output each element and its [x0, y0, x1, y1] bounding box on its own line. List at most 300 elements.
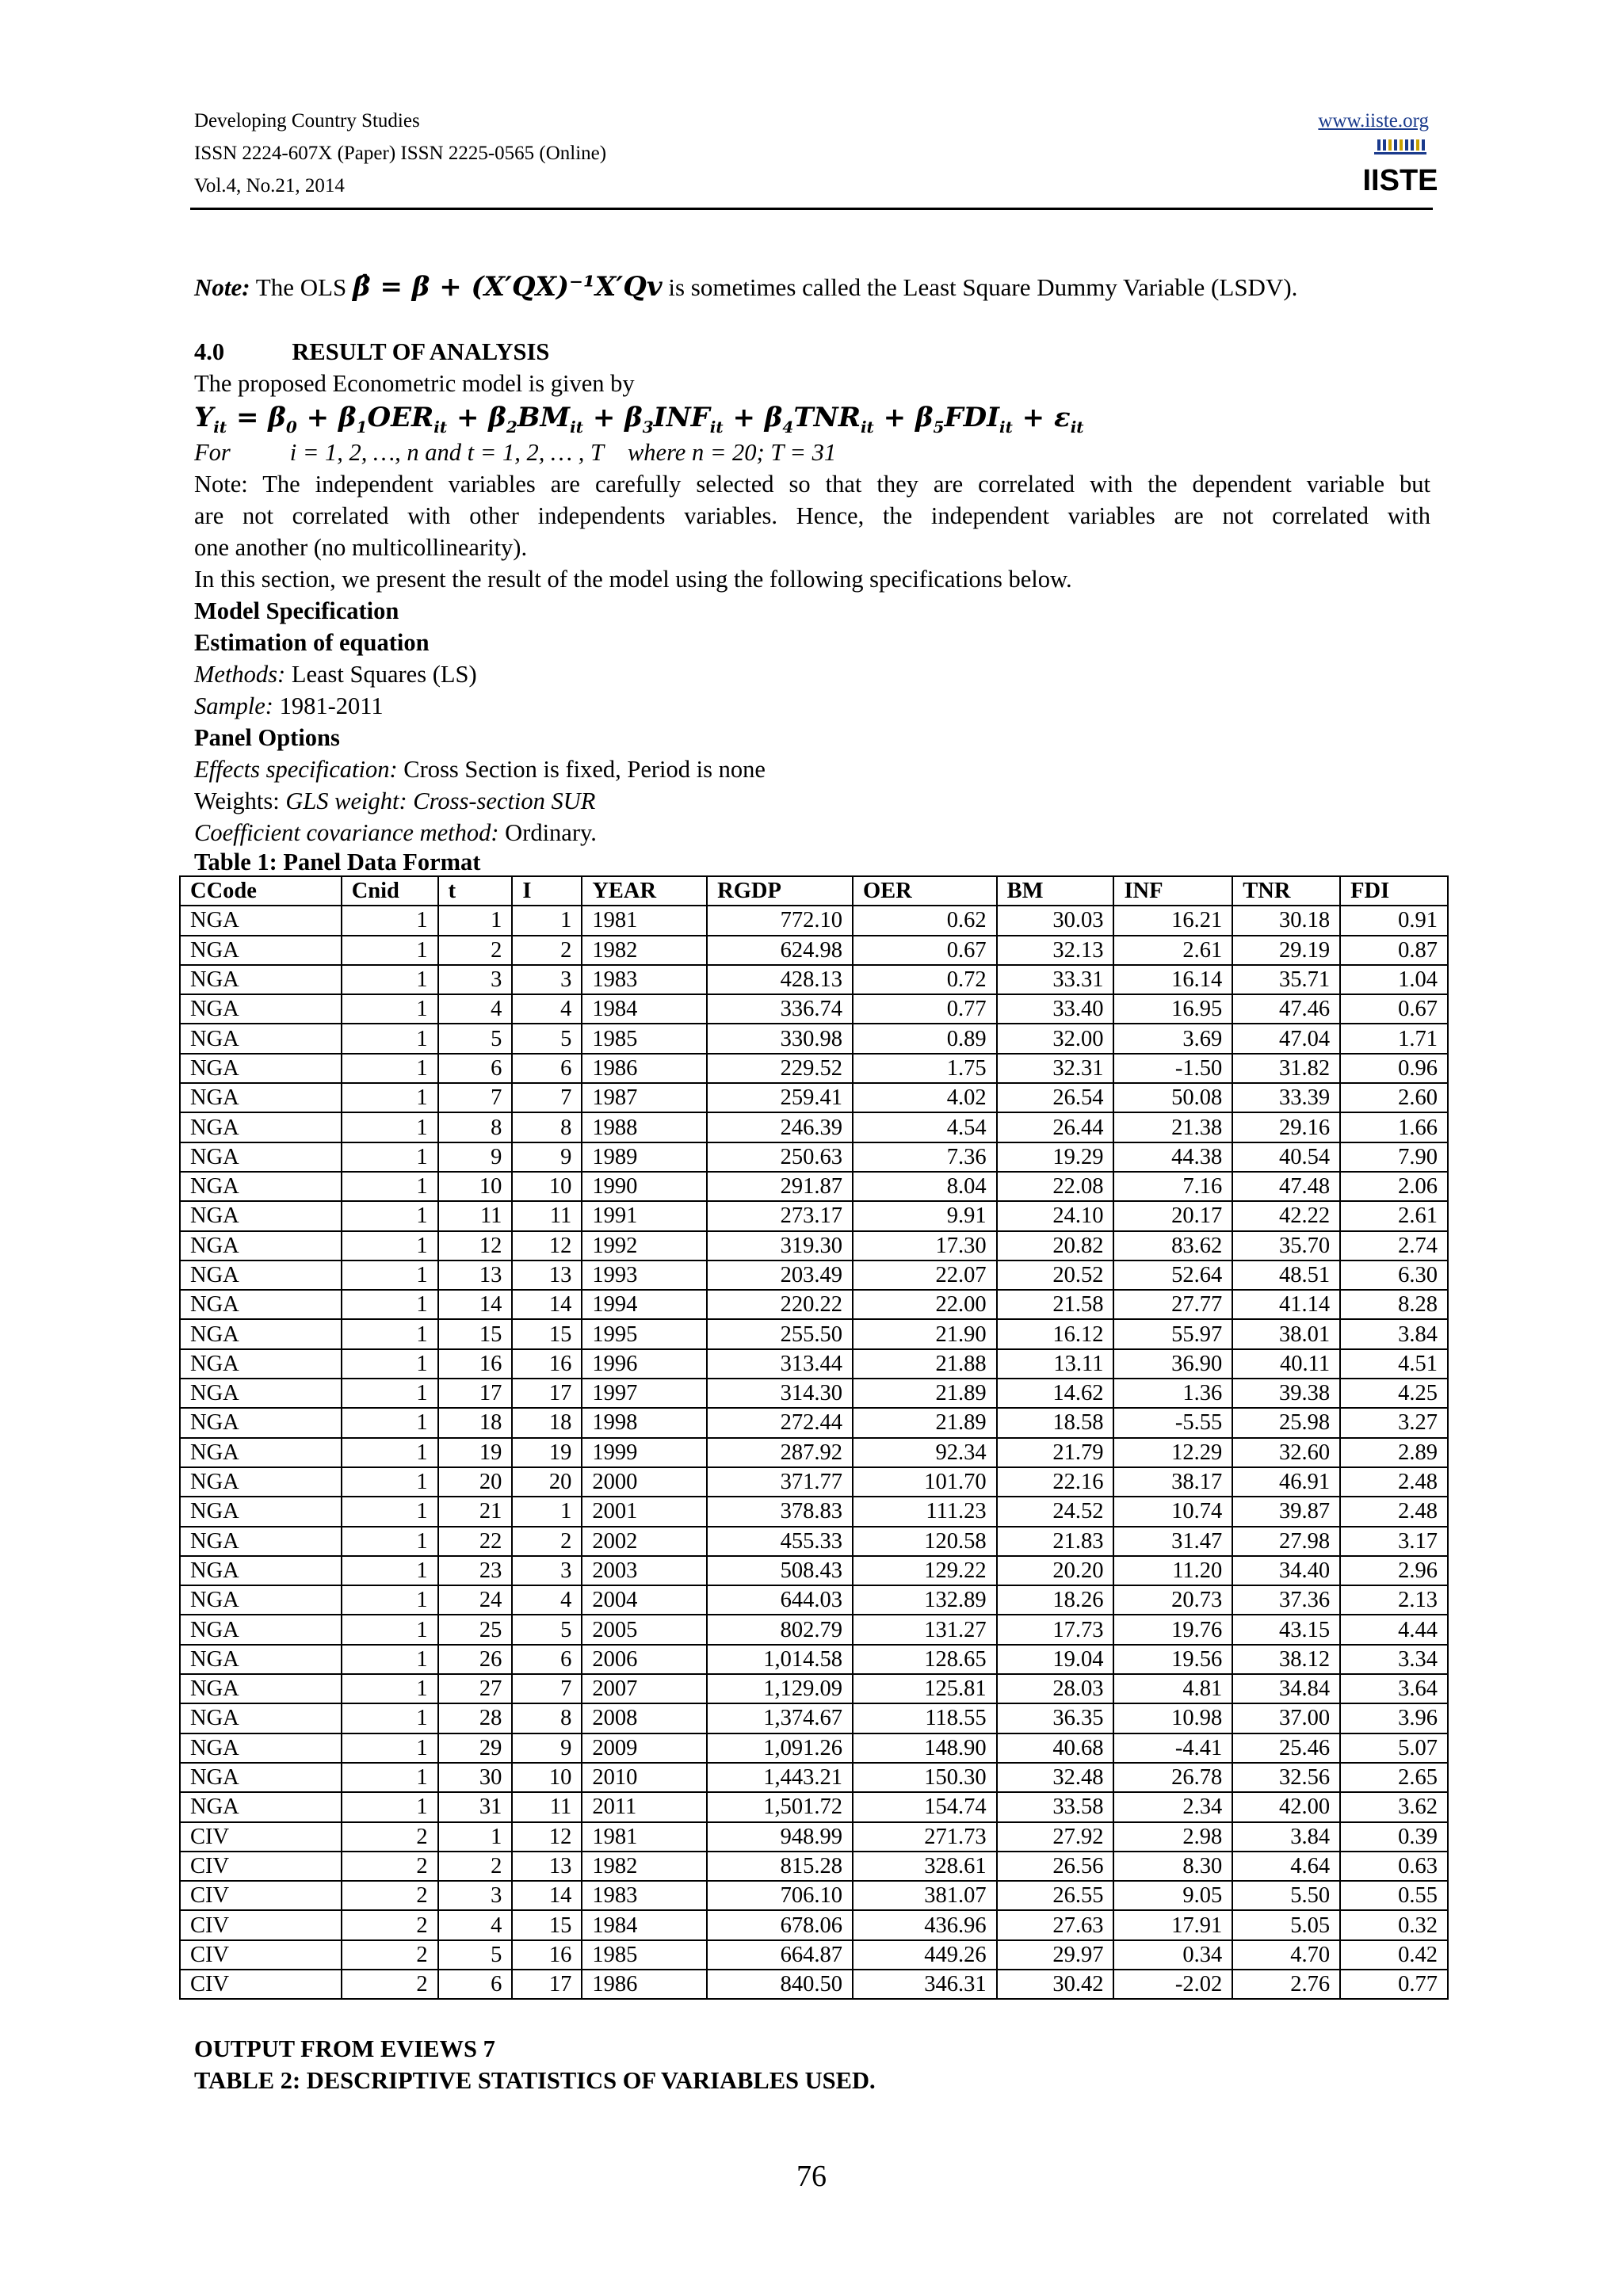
table-cell: 1989	[582, 1142, 707, 1172]
table-cell: 10	[512, 1172, 582, 1201]
table-cell: 17.73	[997, 1615, 1114, 1644]
table-cell: 8.04	[853, 1172, 997, 1201]
table-cell: 19	[438, 1438, 513, 1467]
table-cell: 20.82	[997, 1231, 1114, 1261]
table-cell: 1	[342, 1231, 438, 1261]
table-cell: 40.54	[1232, 1142, 1340, 1172]
table-row	[180, 1497, 1448, 1526]
table-cell: 1994	[582, 1290, 707, 1319]
table-cell: NGA	[180, 1231, 342, 1261]
table-cell: 22.08	[997, 1172, 1114, 1201]
table-row	[180, 1438, 1448, 1467]
table-cell: 23	[438, 1556, 513, 1585]
effects-line: Effects specification: Cross Section is fixed, Period is none	[194, 756, 766, 783]
table-cell: 12	[512, 1231, 582, 1261]
table-row	[180, 1201, 1448, 1230]
table-cell: 36.35	[997, 1703, 1114, 1733]
table-cell: 32.60	[1232, 1438, 1340, 1467]
table-cell: 2001	[582, 1497, 707, 1526]
table-cell: 3.84	[1340, 1319, 1448, 1348]
table-cell: 17	[512, 1970, 582, 1999]
table-cell: 1	[342, 1763, 438, 1792]
table-cell: 0.67	[1340, 994, 1448, 1024]
table-cell: 21.79	[997, 1438, 1114, 1467]
table-cell: 1982	[582, 1852, 707, 1881]
table-cell: 2.13	[1340, 1585, 1448, 1615]
table-cell: 12	[438, 1231, 513, 1261]
table-cell: 20.17	[1113, 1201, 1232, 1230]
table-cell: 27.92	[997, 1822, 1114, 1852]
table-cell: 644.03	[707, 1585, 853, 1615]
table-cell: 27.63	[997, 1910, 1114, 1939]
table-cell: 2.61	[1340, 1201, 1448, 1230]
table-cell: 40.68	[997, 1733, 1114, 1763]
table-cell: 3.96	[1340, 1703, 1448, 1733]
table-cell: 2005	[582, 1615, 707, 1644]
table-cell: 1983	[582, 965, 707, 994]
table-cell: NGA	[180, 1379, 342, 1408]
table-cell: 22.07	[853, 1261, 997, 1290]
table-cell: 4.02	[853, 1083, 997, 1112]
table-cell: 32.13	[997, 936, 1114, 965]
table-cell: 21.88	[853, 1349, 997, 1379]
table-cell: 13	[512, 1261, 582, 1290]
table-cell: 16.12	[997, 1319, 1114, 1348]
table-cell: 1	[438, 1822, 513, 1852]
table-cell: 22.00	[853, 1290, 997, 1319]
variables-note-line-2: are not correlated with other independents variables. Hence, the independent variables are not correlated with	[194, 502, 1430, 529]
table-cell: 39.38	[1232, 1379, 1340, 1408]
table-cell: 2008	[582, 1703, 707, 1733]
journal-header	[194, 105, 606, 202]
table-cell: 24	[438, 1585, 513, 1615]
model-intro: The proposed Econometric model is given by	[194, 370, 635, 397]
table-cell: 24.10	[997, 1201, 1114, 1230]
table-cell: 120.58	[853, 1527, 997, 1556]
table-cell: 30.42	[997, 1970, 1114, 1999]
table-cell: 3.62	[1340, 1792, 1448, 1821]
table-cell: 1993	[582, 1261, 707, 1290]
table-cell: 1	[342, 1290, 438, 1319]
table-cell: 1	[342, 1585, 438, 1615]
table-cell: 50.08	[1113, 1083, 1232, 1112]
table-cell: 15	[438, 1319, 513, 1348]
table-cell: -5.55	[1113, 1408, 1232, 1437]
table-cell: 336.74	[707, 994, 853, 1024]
table-cell: -4.41	[1113, 1733, 1232, 1763]
table-cell: 1984	[582, 1910, 707, 1939]
table-row	[180, 994, 1448, 1024]
table-cell: 8	[512, 1112, 582, 1142]
table-cell: 83.62	[1113, 1231, 1232, 1261]
table-cell: 14	[512, 1881, 582, 1910]
table-cell: 706.10	[707, 1881, 853, 1910]
table-row	[180, 1024, 1448, 1053]
table-cell: 6	[512, 1054, 582, 1083]
table-row	[180, 1467, 1448, 1497]
table-cell: 259.41	[707, 1083, 853, 1112]
table-cell: 1	[342, 1733, 438, 1763]
section-heading	[194, 336, 1430, 368]
table-cell: 2009	[582, 1733, 707, 1763]
table-cell: 92.34	[853, 1438, 997, 1467]
table-cell: 29	[438, 1733, 513, 1763]
table-cell: 3.27	[1340, 1408, 1448, 1437]
column-header: INF	[1113, 876, 1232, 906]
table-cell: 26	[438, 1645, 513, 1674]
table-cell: 33.39	[1232, 1083, 1340, 1112]
table-cell: 1	[342, 1645, 438, 1674]
table-cell: 25.98	[1232, 1408, 1340, 1437]
table-cell: 1985	[582, 1940, 707, 1970]
table-row	[180, 1083, 1448, 1112]
table-cell: NGA	[180, 1497, 342, 1526]
table-row	[180, 1881, 1448, 1910]
table-cell: 17	[512, 1379, 582, 1408]
table-cell: 250.63	[707, 1142, 853, 1172]
column-header: YEAR	[582, 876, 707, 906]
table-cell: 2000	[582, 1467, 707, 1497]
table-cell: 101.70	[853, 1467, 997, 1497]
journal-website-link[interactable]: www.iiste.org	[1318, 110, 1429, 132]
table-cell: NGA	[180, 1438, 342, 1467]
table-cell: 16.14	[1113, 965, 1232, 994]
table-cell: NGA	[180, 1703, 342, 1733]
table-row	[180, 1112, 1448, 1142]
table-cell: NGA	[180, 1645, 342, 1674]
table-cell: 15	[512, 1319, 582, 1348]
table-cell: 31.47	[1113, 1527, 1232, 1556]
table-cell: 38.17	[1113, 1467, 1232, 1497]
table-cell: NGA	[180, 1261, 342, 1290]
table-cell: 2.06	[1340, 1172, 1448, 1201]
table-cell: 1986	[582, 1970, 707, 1999]
table-cell: 19.29	[997, 1142, 1114, 1172]
table-cell: CIV	[180, 1940, 342, 1970]
table-cell: 1,129.09	[707, 1674, 853, 1703]
table-row	[180, 1290, 1448, 1319]
table-cell: 28.03	[997, 1674, 1114, 1703]
table-cell: 34.40	[1232, 1556, 1340, 1585]
table-cell: 5	[512, 1024, 582, 1053]
table-cell: 220.22	[707, 1290, 853, 1319]
table-row	[180, 1054, 1448, 1083]
table-cell: 26.78	[1113, 1763, 1232, 1792]
table-cell: 1.04	[1340, 965, 1448, 994]
journal-website-block	[1318, 105, 1429, 137]
table-cell: CIV	[180, 1822, 342, 1852]
table-cell: 840.50	[707, 1970, 853, 1999]
column-header: t	[438, 876, 513, 906]
table-cell: 2.74	[1340, 1231, 1448, 1261]
table-cell: CIV	[180, 1881, 342, 1910]
table-cell: 6.30	[1340, 1261, 1448, 1290]
index-definition	[194, 437, 1430, 468]
table-cell: 1	[342, 1792, 438, 1821]
table-row	[180, 1319, 1448, 1348]
table-cell: 48.51	[1232, 1261, 1340, 1290]
table-cell: 41.14	[1232, 1290, 1340, 1319]
sample-line: Sample: 1981-2011	[194, 692, 384, 719]
table-cell: 36.90	[1113, 1349, 1232, 1379]
table-cell: 38.12	[1232, 1645, 1340, 1674]
table-cell: 0.96	[1340, 1054, 1448, 1083]
table-cell: 10	[438, 1172, 513, 1201]
table-cell: 27.98	[1232, 1527, 1340, 1556]
column-header: FDI	[1340, 876, 1448, 906]
table-cell: NGA	[180, 1674, 342, 1703]
table1-title: Table 1: Panel Data Format	[194, 849, 481, 875]
table-cell: NGA	[180, 1763, 342, 1792]
table-cell: 29.16	[1232, 1112, 1340, 1142]
section-title: RESULT OF ANALYSIS	[292, 338, 550, 365]
index-values: where n = 20; T = 31	[627, 439, 837, 466]
table-cell: 1	[342, 1438, 438, 1467]
table-cell: 21.89	[853, 1408, 997, 1437]
table-cell: 455.33	[707, 1527, 853, 1556]
table-cell: 13	[438, 1261, 513, 1290]
table-cell: 7.16	[1113, 1172, 1232, 1201]
table-cell: 3.34	[1340, 1645, 1448, 1674]
table-cell: 14	[512, 1290, 582, 1319]
table-cell: 18	[438, 1408, 513, 1437]
table-cell: 0.63	[1340, 1852, 1448, 1881]
table-cell: 1	[342, 1615, 438, 1644]
table-cell: 46.91	[1232, 1467, 1340, 1497]
table-cell: 0.67	[853, 936, 997, 965]
table-cell: 4	[438, 1910, 513, 1939]
for-word: For	[194, 439, 231, 466]
table-cell: 30.03	[997, 906, 1114, 935]
table-cell: CIV	[180, 1852, 342, 1881]
table-cell: NGA	[180, 1467, 342, 1497]
table2-heading: TABLE 2: DESCRIPTIVE STATISTICS OF VARIABLES USED.	[194, 2067, 876, 2094]
table-cell: 7	[438, 1083, 513, 1112]
table-cell: 1995	[582, 1319, 707, 1348]
table-cell: 21.38	[1113, 1112, 1232, 1142]
table-cell: 32.56	[1232, 1763, 1340, 1792]
table-cell: 2006	[582, 1645, 707, 1674]
table-cell: NGA	[180, 1527, 342, 1556]
table-cell: 4.64	[1232, 1852, 1340, 1881]
table-cell: 428.13	[707, 965, 853, 994]
table-cell: 1997	[582, 1379, 707, 1408]
table-cell: NGA	[180, 1172, 342, 1201]
table-row	[180, 1940, 1448, 1970]
table-row	[180, 1615, 1448, 1644]
table-cell: 1,374.67	[707, 1703, 853, 1733]
table-cell: 287.92	[707, 1438, 853, 1467]
table-cell: 17.30	[853, 1231, 997, 1261]
table-cell: 1983	[582, 1881, 707, 1910]
table-cell: 4.25	[1340, 1379, 1448, 1408]
table-cell: 11	[438, 1201, 513, 1230]
table-cell: 35.70	[1232, 1231, 1340, 1261]
table-cell: 0.91	[1340, 906, 1448, 935]
output-heading: OUTPUT FROM EVIEWS 7	[194, 2035, 495, 2062]
column-header: CCode	[180, 876, 342, 906]
table-cell: 678.06	[707, 1910, 853, 1939]
table-cell: 1981	[582, 1822, 707, 1852]
table-cell: 1	[512, 906, 582, 935]
table-cell: 19.56	[1113, 1645, 1232, 1674]
table-cell: 4.81	[1113, 1674, 1232, 1703]
table-cell: 1	[342, 994, 438, 1024]
table-cell: 4.44	[1340, 1615, 1448, 1644]
table-cell: 2.89	[1340, 1438, 1448, 1467]
page-number: 76	[796, 2160, 827, 2193]
table-cell: 2.60	[1340, 1083, 1448, 1112]
table-cell: 1.66	[1340, 1112, 1448, 1142]
table-cell: 42.00	[1232, 1792, 1340, 1821]
table-cell: 132.89	[853, 1585, 997, 1615]
table-cell: 20	[438, 1467, 513, 1497]
table-cell: 328.61	[853, 1852, 997, 1881]
table-cell: NGA	[180, 1201, 342, 1230]
table-cell: 5	[512, 1615, 582, 1644]
table-cell: 19	[512, 1438, 582, 1467]
table-cell: 29.97	[997, 1940, 1114, 1970]
table-cell: 12.29	[1113, 1438, 1232, 1467]
table-cell: 18.26	[997, 1585, 1114, 1615]
table-cell: NGA	[180, 906, 342, 935]
table-cell: 1996	[582, 1349, 707, 1379]
table-cell: 1	[342, 1379, 438, 1408]
table-cell: 32.00	[997, 1024, 1114, 1053]
section-number: 4.0	[194, 338, 225, 365]
table-cell: 6	[438, 1970, 513, 1999]
column-header: Cnid	[342, 876, 438, 906]
table-cell: 150.30	[853, 1763, 997, 1792]
table-cell: 32.31	[997, 1054, 1114, 1083]
table-cell: 1	[342, 1408, 438, 1437]
table-cell: 7	[512, 1083, 582, 1112]
table-cell: 4	[512, 1585, 582, 1615]
table-cell: 32.48	[997, 1763, 1114, 1792]
table-cell: 1	[342, 1054, 438, 1083]
table-cell: 47.04	[1232, 1024, 1340, 1053]
table-cell: 381.07	[853, 1881, 997, 1910]
table-cell: 21.89	[853, 1379, 997, 1408]
table-cell: 1	[342, 1261, 438, 1290]
table-cell: 17.91	[1113, 1910, 1232, 1939]
table-row	[180, 1792, 1448, 1821]
table-cell: 1,014.58	[707, 1645, 853, 1674]
table-cell: 449.26	[853, 1940, 997, 1970]
table-cell: 21.83	[997, 1527, 1114, 1556]
table-cell: 346.31	[853, 1970, 997, 1999]
table-cell: 0.87	[1340, 936, 1448, 965]
table-row	[180, 1379, 1448, 1408]
table-cell: 1	[342, 1527, 438, 1556]
table-cell: 55.97	[1113, 1319, 1232, 1348]
table-cell: 20.73	[1113, 1585, 1232, 1615]
table-cell: 9	[438, 1142, 513, 1172]
table-cell: 7.36	[853, 1142, 997, 1172]
table-cell: 2	[342, 1881, 438, 1910]
present-sentence: In this section, we present the result of the model using the following specifications below.	[194, 566, 1072, 593]
table-cell: 2007	[582, 1674, 707, 1703]
table-cell: 16	[438, 1349, 513, 1379]
model-spec-heading: Model Specification	[194, 597, 399, 624]
table-row	[180, 1703, 1448, 1733]
table-cell: NGA	[180, 1615, 342, 1644]
table-cell: 5	[438, 1940, 513, 1970]
table-cell: 20.52	[997, 1261, 1114, 1290]
table-row	[180, 1763, 1448, 1792]
table-cell: 16.95	[1113, 994, 1232, 1024]
table-cell: 1	[342, 1083, 438, 1112]
table-cell: 2.48	[1340, 1497, 1448, 1526]
coef-cov-line: Coefficient covariance method: Ordinary.	[194, 819, 597, 846]
table-cell: 29.19	[1232, 936, 1340, 965]
table-cell: 4.54	[853, 1112, 997, 1142]
table-cell: NGA	[180, 1556, 342, 1585]
table-cell: 26.54	[997, 1083, 1114, 1112]
table-cell: 1999	[582, 1438, 707, 1467]
table-cell: 118.55	[853, 1703, 997, 1733]
table-cell: NGA	[180, 994, 342, 1024]
table-cell: 20.20	[997, 1556, 1114, 1585]
table-cell: NGA	[180, 1349, 342, 1379]
table-cell: 1	[342, 1112, 438, 1142]
table-cell: CIV	[180, 1970, 342, 1999]
table-cell: 7	[512, 1674, 582, 1703]
table-cell: 2.48	[1340, 1467, 1448, 1497]
table-cell: 1987	[582, 1083, 707, 1112]
table-cell: 14.62	[997, 1379, 1114, 1408]
table-cell: 1	[342, 965, 438, 994]
table-cell: 5	[438, 1024, 513, 1053]
table-cell: 1981	[582, 906, 707, 935]
table-cell: NGA	[180, 965, 342, 994]
table-cell: 8	[438, 1112, 513, 1142]
ols-note-post: is sometimes called the Least Square Dummy Variable (LSDV).	[662, 273, 1298, 301]
table-cell: 47.48	[1232, 1172, 1340, 1201]
table-row	[180, 1408, 1448, 1437]
table-cell: NGA	[180, 1112, 342, 1142]
column-header: BM	[997, 876, 1114, 906]
panel-data-table	[179, 875, 1449, 2000]
index-range: i = 1, 2, …, n and t = 1, 2, … , T	[289, 439, 604, 466]
ols-note-label: Note:	[194, 273, 250, 301]
table-cell: 3	[512, 965, 582, 994]
table-cell: 52.64	[1113, 1261, 1232, 1290]
panel-options-heading: Panel Options	[194, 724, 340, 751]
table-cell: 1	[342, 1142, 438, 1172]
table-cell: 1.71	[1340, 1024, 1448, 1053]
table-cell: 9.91	[853, 1201, 997, 1230]
table-cell: NGA	[180, 1733, 342, 1763]
table-cell: 1	[342, 1201, 438, 1230]
table-cell: 25	[438, 1615, 513, 1644]
table-cell: 18.58	[997, 1408, 1114, 1437]
table-cell: 4.70	[1232, 1940, 1340, 1970]
table-cell: 1	[342, 1467, 438, 1497]
table-cell: 27.77	[1113, 1290, 1232, 1319]
table-cell: 0.32	[1340, 1910, 1448, 1939]
table-row	[180, 1852, 1448, 1881]
table-cell: 0.55	[1340, 1881, 1448, 1910]
table-cell: 246.39	[707, 1112, 853, 1142]
table-cell: 2	[512, 936, 582, 965]
table-cell: 10.74	[1113, 1497, 1232, 1526]
table-cell: 1988	[582, 1112, 707, 1142]
ols-note	[194, 271, 1430, 303]
table-cell: 34.84	[1232, 1674, 1340, 1703]
table-cell: 21	[438, 1497, 513, 1526]
table-cell: 30	[438, 1763, 513, 1792]
